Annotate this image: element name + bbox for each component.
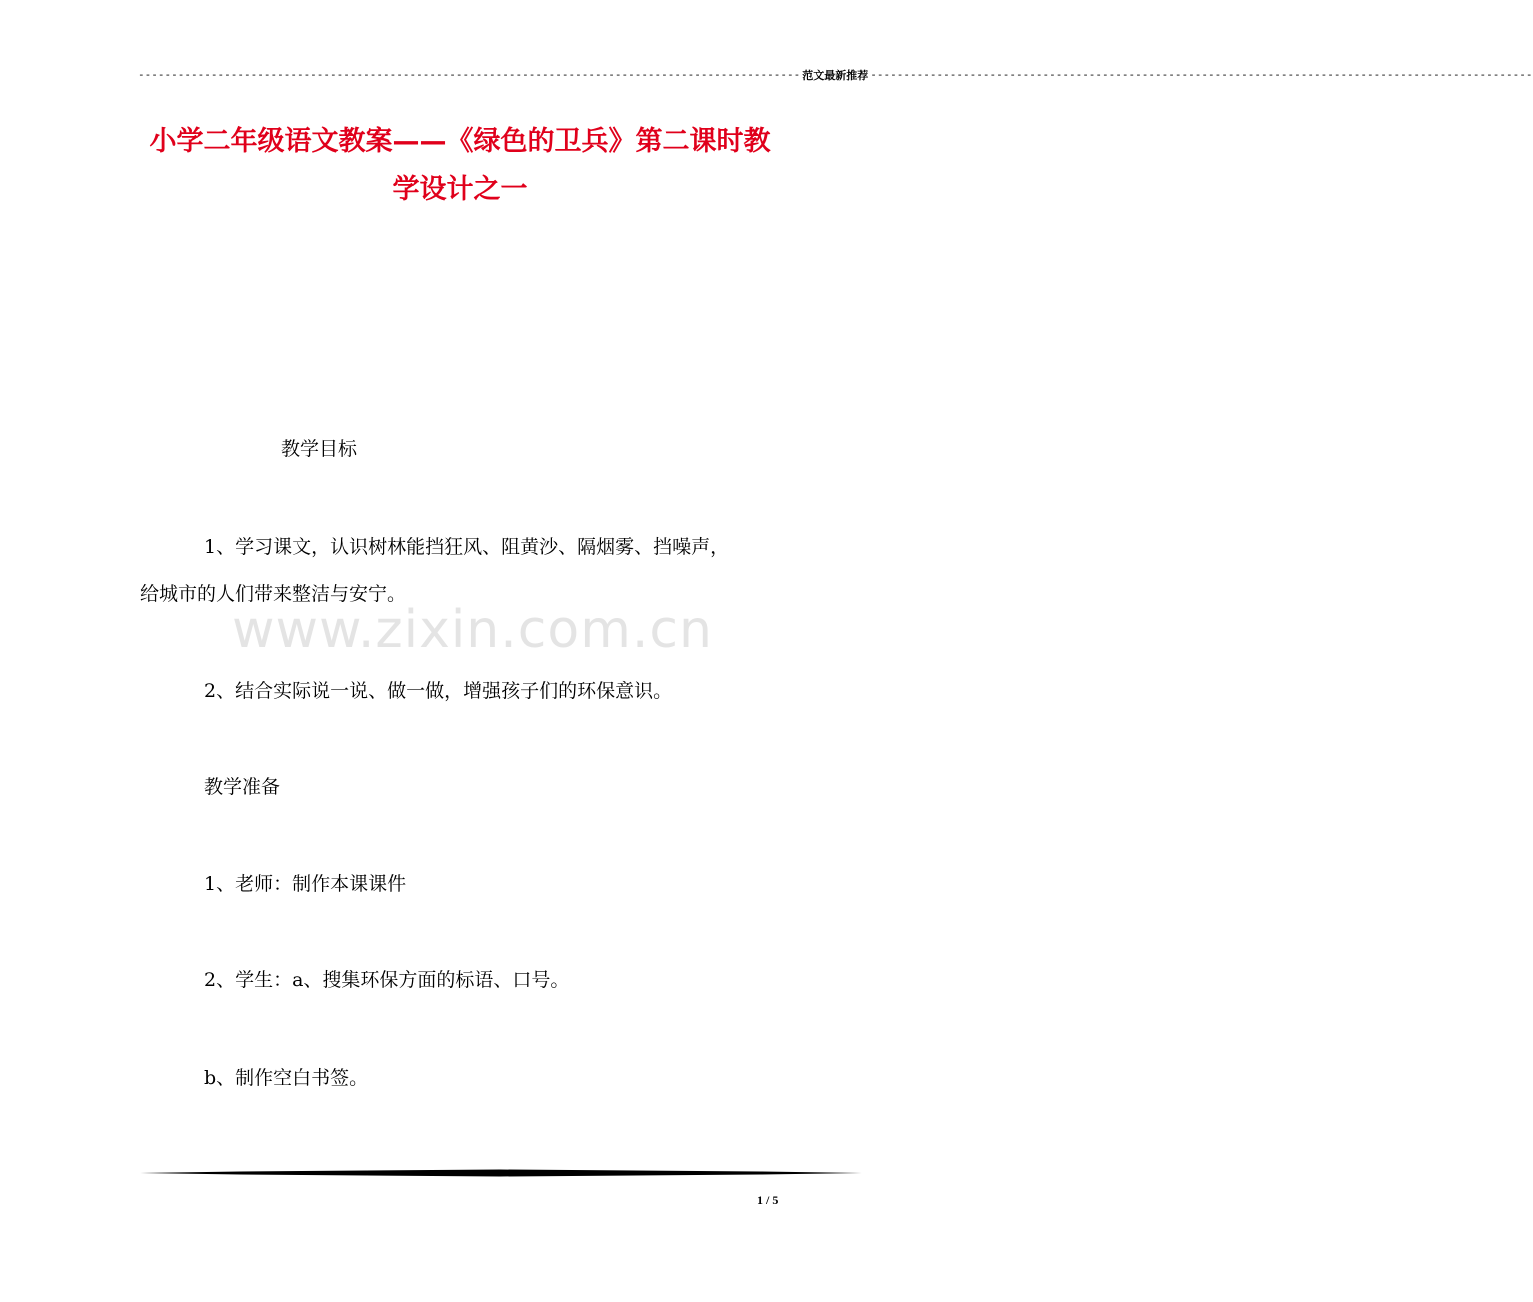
title-line-2: 学设计之一: [392, 174, 528, 205]
heading-teaching-prep: 教学准备: [204, 776, 281, 798]
goal-1-line-1: 1、学习课文，认识树林能挡狂风、阻黄沙、隔烟雾、挡噪声，: [204, 536, 730, 558]
header-dash-right: ----------------------------------------------------------------------------------------------------: [870, 68, 1533, 81]
header-dash-left: ----------------------------------------------------------------------------------------------------: [138, 68, 801, 81]
goal-1-line-2: 给城市的人们带来整洁与安宁。: [140, 583, 407, 605]
document-title: [140, 118, 780, 214]
goal-2: 2、结合实际说一说、做一做，增强孩子们的环保意识。: [204, 680, 673, 702]
footer-rule: [140, 1168, 862, 1178]
header-label: 范文最新推荐: [802, 69, 869, 82]
heading-teaching-goals: 教学目标: [281, 438, 358, 460]
prep-item-3: b、制作空白书签。: [204, 1067, 369, 1089]
prep-item-1: 1、老师：制作本课课件: [204, 873, 407, 895]
title-line-1: 小学二年级语文教案——《绿色的卫兵》第二课时教: [149, 126, 771, 157]
watermark: www.zixin.com.cn: [232, 600, 713, 660]
page-number: 1 / 5: [757, 1193, 779, 1207]
prep-item-2: 2、学生：a、搜集环保方面的标语、口号。: [204, 969, 570, 991]
page-header: [138, 67, 1533, 83]
